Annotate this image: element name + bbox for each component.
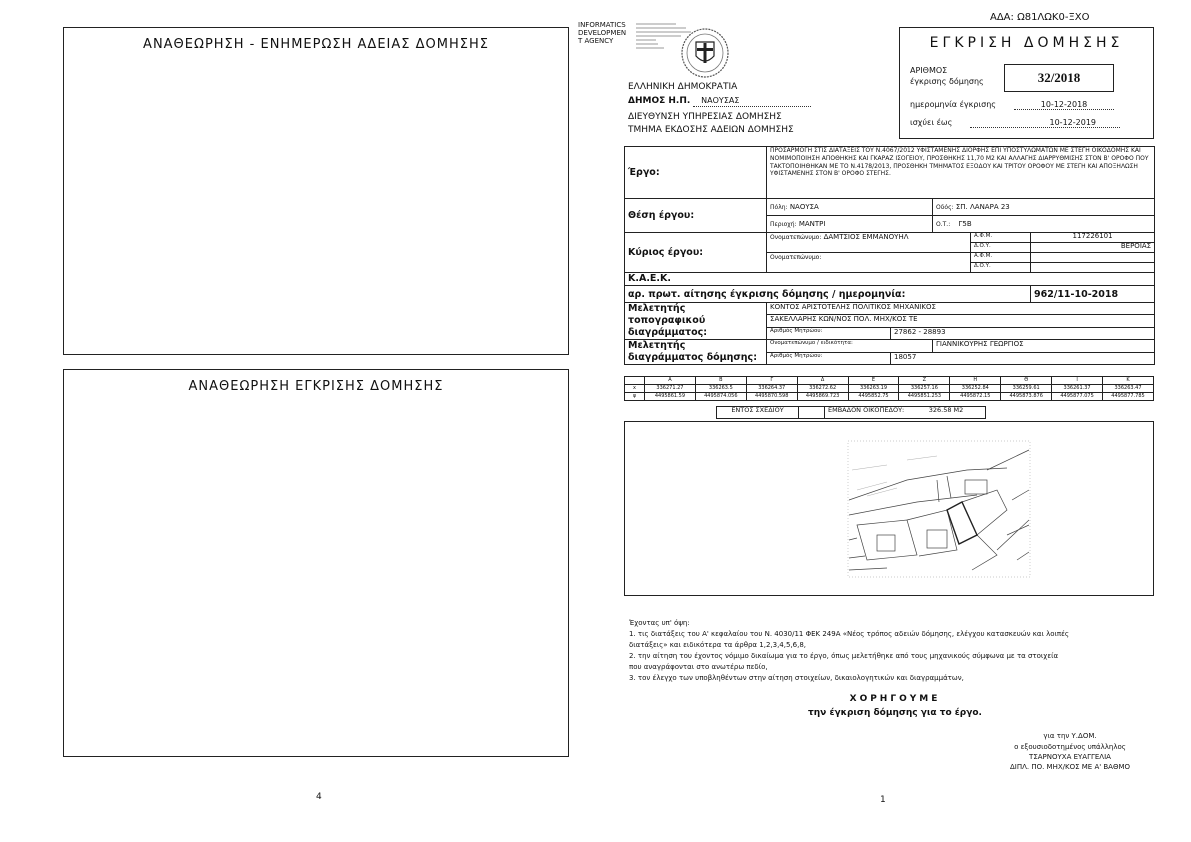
build-reg-value: 18057 xyxy=(891,352,1155,365)
issue-date-value: 10-12-2018 xyxy=(1014,100,1114,110)
kaek-label: Κ.Α.Ε.Κ. xyxy=(625,273,1155,286)
coord-header-row: Α Β Γ Δ Ε Ζ Η Θ Ι Κ xyxy=(625,377,1154,385)
grant-subheading: την έγκριση δόμησης για το έργο. xyxy=(808,708,982,718)
project-details-table xyxy=(624,146,1155,365)
municipality-label: ΔΗΜΟΣ Η.Π. xyxy=(628,96,691,106)
revision-update-box xyxy=(63,27,569,355)
in-plan-check xyxy=(799,407,825,419)
valid-until-label: ισχύει έως xyxy=(910,118,953,127)
left-page-number: 4 xyxy=(316,792,322,802)
afm-value: 117226101 xyxy=(1031,233,1155,243)
revision-approval-title: ΑΝΑΘΕΩΡΗΣΗ ΕΓΚΡΙΣΗΣ ΔΟΜΗΣΗΣ xyxy=(188,379,444,394)
issue-date-label: ημερομηνία έγκρισης xyxy=(910,100,997,109)
in-plan-label: ΕΝΤΟΣ ΣΧΕΔΙΟΥ xyxy=(717,407,799,419)
work-label: Έργο: xyxy=(625,147,767,199)
topo-designer-label: Μελετητής τοπογραφικού διαγράμματος: xyxy=(625,303,767,340)
signatory-name: ΤΣΑΡΝΟΥΧΑ ΕΥΑΓΓΕΛΙΑ xyxy=(1029,753,1111,761)
owner2-name-cell: Ονοματεπώνυμο: xyxy=(767,253,971,273)
build-reg-label: Αριθμός Μητρώου: xyxy=(767,352,891,365)
grant-heading: ΧΟΡΗΓΟΥΜΕ xyxy=(849,694,941,704)
consideration-item2a: 2. την αίτηση του έχοντος νόμιμο δικαίωμα για το έργο, όπως μελετήθηκε από τους μηχανικούς σύμφωνα με τα στοιχεία xyxy=(629,652,1059,660)
site-plan-box xyxy=(624,421,1154,596)
directorate-label: ΔΙΕΥΘΥΝΣΗ ΥΠΗΡΕΣΙΑΣ ΔΟΜΗΣΗΣ xyxy=(628,112,782,122)
coord-x-row: x 336271.27 336263.5 336264.37 336272.62 336263.19 336257.16 336252.84 336259.61 336261.37 336263.47 xyxy=(625,385,1154,393)
considering-label: Έχοντας υπ' όψη: xyxy=(629,619,690,627)
coord-y-row: ψ 4495861.59 4495874.056 4495870.598 4495869.723 4495852.75 4495851.253 4495872.15 4495873.876 4495877.075 4495877.785 xyxy=(625,393,1154,401)
consideration-item1a: 1. τις διατάξεις του Α' κεφαλαίου του Ν. 4030/11 ΦΕΚ 249Α «Νέος τρόπος αδειών δόμησης, ελέγχου κατασκευών και λοιπές xyxy=(629,630,1069,638)
signatory-line1: για την Υ.ΔΟΜ. xyxy=(1043,732,1097,740)
approval-number: 32/2018 xyxy=(1004,64,1114,92)
owner-name-cell: Ονοματεπώνυμο: ΔΑΜΤΣΙΟΣ ΕΜΜΑΝΟΥΗΛ xyxy=(767,233,971,253)
build-designer-label: Μελετητής διαγράμματος δόμησης: xyxy=(625,340,767,365)
valid-until-value: 10-12-2019 xyxy=(970,118,1120,128)
build-name-value: ΓΙΑΝΝΙΚΟΥΡΗΣ ΓΕΩΡΓΙΟΣ xyxy=(933,340,1155,353)
right-page-number: 1 xyxy=(880,795,886,805)
doy-value: ΒΕΡΟΙΑΣ xyxy=(1031,243,1155,253)
plot-area-label: ΕΜΒΑΔΟΝ ΟΙΚΟΠΕΔΟΥ: xyxy=(825,407,908,419)
greek-emblem-icon xyxy=(681,28,729,78)
protocol-value: 962/11-10-2018 xyxy=(1031,286,1155,303)
number-label-2: έγκρισης δόμησης xyxy=(910,77,984,86)
department-label: ΤΜΗΜΑ ΕΚΔΟΣΗΣ ΑΔΕΙΩΝ ΔΟΜΗΣΗΣ xyxy=(628,125,794,135)
work-description: ΠΡΟΣΑΡΜΟΓΗ ΣΤΙΣ ΔΙΑΤΑΞΕΙΣ ΤΟΥ Ν.4067/2012 ΥΦΙΣΤΑΜΕΝΗΣ ΔΙΟΡΦΗΣ ΕΠΙ ΥΠΟΣΤΥΛΩΜΑΤΩΝ ΜΕ ΣΤΕΓΗ ΟΙΚΟΔΟΜΗΣ ΚΑΙ ΝΟΜΙΜΟΠΟΙΗΣΗ ΑΠΟΘΗΚΗΣ ΚΑΙ ΓΚΑΡΑΖ ΙΣΟΓΕΙΟΥ, ΠΡΟΣΘΗΚΗΣ 11,70 Μ2 ΚΑΙ ΑΛΛΑΓΗΣ ΔΙΑΡΡΥΘΜΙΣΗΣ ΣΤΟΝ Β' ΟΡΟΦΟ ΠΟΥ ΤΑΚΤΟΠΟΙΗΘΗΚΑΝ ΜΕ ΤΟ Ν.4178/2013, ΠΡΟΣΘΗΚΗ ΤΜΗΜΑΤΟΣ ΕΞΟΔΟΥ ΚΑΙ ΤΡΙΤΟΥ ΟΡΟΦΟΥ ΜΕ ΣΤΕΓΗ ΚΑΙ ΑΠΟΞΗΛΩΣΗ ΥΦΙΣΤΑΜΕΝΗΣ ΣΤΟΝ Β' ΟΡΟΦΟ ΣΤΕΓΗΣ. xyxy=(767,147,1155,199)
street-cell: Οδός: ΣΠ. ΛΑΝΑΡΑ 23 xyxy=(933,199,1155,216)
topo-designer-line2: ΣΑΚΕΛΛΑΡΗΣ ΚΩΝ/ΝΟΣ ΠΟΛ. ΜΗΧ/ΚΟΣ ΤΕ xyxy=(767,315,1155,327)
city-cell: Πόλη: ΝΑΟΥΣΑ xyxy=(767,199,933,216)
build-name-label: Ονοματεπώνυμο / ειδικότητα: xyxy=(767,340,933,353)
topo-reg-value: 27862 - 28893 xyxy=(891,327,1155,339)
revision-approval-box xyxy=(63,369,569,757)
coordinates-table xyxy=(624,376,1154,401)
agency-stamp: INFORMATICS DEVELOPMEN T AGENCY xyxy=(578,21,627,45)
republic-label: ΕΛΛΗΝΙΚΗ ΔΗΜΟΚΡΑΤΙΑ xyxy=(628,82,738,92)
doy2-label: Δ.Ο.Υ. xyxy=(971,263,1031,273)
municipality-value: ΝΑΟΥΣΑΣ xyxy=(693,95,811,107)
ot-cell: Ο.Τ.: Γ5Β xyxy=(933,216,1155,233)
location-label: Θέση έργου: xyxy=(625,199,767,233)
topo-reg-label: Αριθμός Μητρώου: xyxy=(767,327,891,339)
area-cell: Περιοχή: ΜΑΝΤΡΙ xyxy=(767,216,933,233)
ada-code: ΑΔΑ: Ω81ΛΩΚ0-ΞΧΟ xyxy=(990,12,1090,23)
signatory-line2: ο εξουσιοδοτημένος υπάλληλος xyxy=(1014,743,1126,751)
consideration-item2b: που αναγράφονται στο ανωτέρω πεδίο, xyxy=(629,663,768,671)
approval-header-box xyxy=(899,27,1154,139)
consideration-item3: 3. τον έλεγχο των υποβληθέντων στην αίτηση στοιχείων, δικαιολογητικών και διαγραμμάτων, xyxy=(629,674,964,682)
signatory-title: ΔΙΠΛ. ΠΟ. ΜΗΧ/ΚΟΣ ΜΕ Α' ΒΑΘΜΟ xyxy=(1009,763,1131,771)
owner-label: Κύριος έργου: xyxy=(625,233,767,273)
plot-info-table xyxy=(716,406,986,419)
protocol-label: αρ. πρωτ. αίτησης έγκρισης δόμησης / ημερομηνία: xyxy=(625,286,1031,303)
doy-label: Δ.Ο.Υ. xyxy=(971,243,1031,253)
plot-area-value: 326.58 Μ2 xyxy=(907,407,985,419)
document-title: ΕΓΚΡΙΣΗ ΔΟΜΗΣΗΣ xyxy=(929,35,1124,51)
doy2-value xyxy=(1031,263,1155,273)
consideration-item1b: διατάξεις» και ειδικότερα τα άρθρα 1,2,3,4,5,6,8, xyxy=(629,641,807,649)
afm2-label: Α.Φ.Μ. xyxy=(971,253,1031,263)
afm-label: Α.Φ.Μ. xyxy=(971,233,1031,243)
topo-designer-line1: ΚΟΝΤΟΣ ΑΡΙΣΤΟΤΕΛΗΣ ΠΟΛΙΤΙΚΟΣ ΜΗΧΑΝΙΚΟΣ xyxy=(767,303,1155,315)
number-label-1: ΑΡΙΘΜΟΣ xyxy=(910,66,948,75)
revision-update-title: ΑΝΑΘΕΩΡΗΣΗ - ΕΝΗΜΕΡΩΣΗ ΑΔΕΙΑΣ ΔΟΜΗΣΗΣ xyxy=(143,37,489,52)
afm2-value xyxy=(1031,253,1155,263)
municipality-row xyxy=(628,95,811,107)
site-plan-drawing xyxy=(847,440,1031,578)
